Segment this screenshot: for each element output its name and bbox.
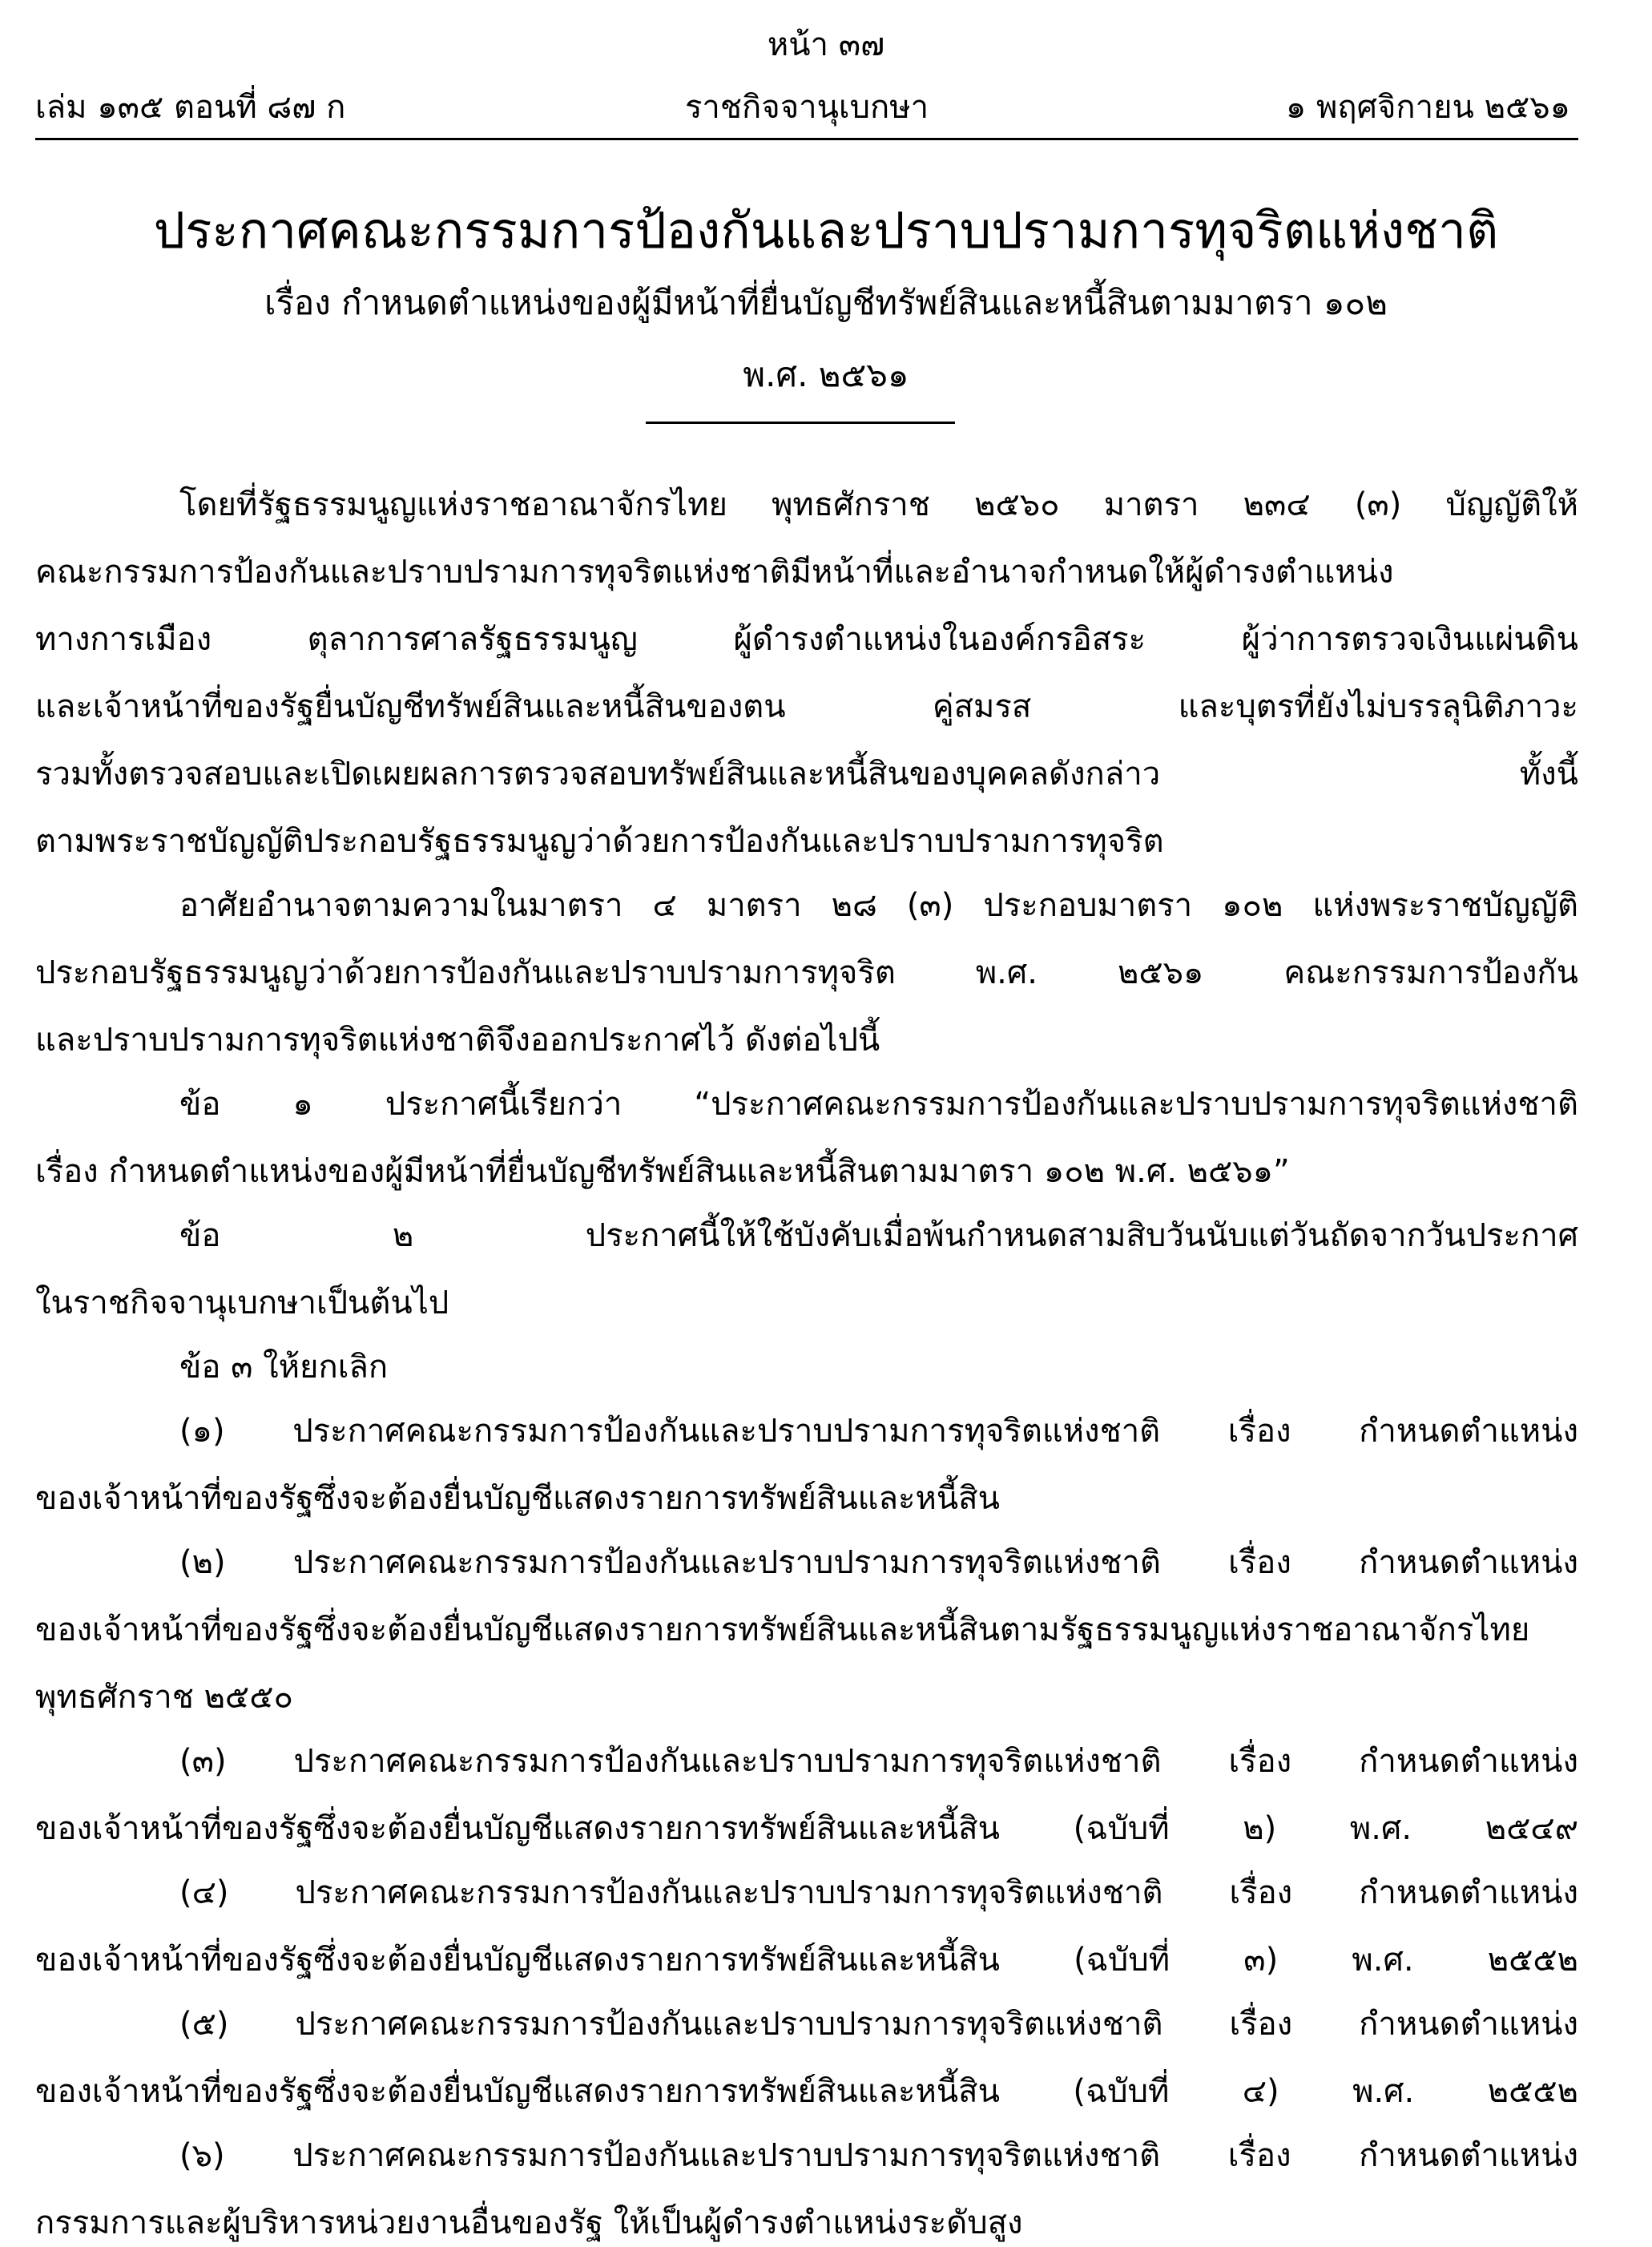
announcement-year: พ.ศ. ๒๕๖๑ [743, 355, 909, 394]
body-line: ตามพระราชบัญญัติประกอบรัฐธรรมนูญว่าด้วยการป้องกันและปราบปรามการทุจริต [35, 823, 1164, 860]
body-line: รวมทั้งตรวจสอบและเปิดเผยผลการตรวจสอบทรัพย์สินและหนี้สินของบุคคลดังกล่าว ทั้งนี้ [35, 756, 1578, 793]
title-divider [646, 422, 955, 424]
gazette-header [35, 85, 1578, 133]
body-line: และเจ้าหน้าที่ของรัฐยื่นบัญชีทรัพย์สินและหนี้สินของตน คู่สมรส และบุตรที่ยังไม่บรรลุนิติภาวะ [35, 688, 1578, 725]
body-line: อาศัยอำนาจตามความในมาตรา ๔ มาตรา ๒๘ (๓) ประกอบมาตรา ๑๐๒ แห่งพระราชบัญญัติ [179, 887, 1578, 924]
body-line: (๓) ประกาศคณะกรรมการป้องกันและปราบปรามการทุจริตแห่งชาติ เรื่อง กำหนดตำแหน่ง [179, 1743, 1578, 1780]
body-line: ของเจ้าหน้าที่ของรัฐซึ่งจะต้องยื่นบัญชีแสดงรายการทรัพย์สินและหนี้สินตามรัฐธรรมนูญแห่งราชอาณาจักรไทย [35, 1612, 1530, 1648]
body-line: ของเจ้าหน้าที่ของรัฐซึ่งจะต้องยื่นบัญชีแสดงรายการทรัพย์สินและหนี้สิน (ฉบับที่ ๓) พ.ศ. ๒๕๕๒ [35, 1942, 1578, 1979]
body-line: (๒) ประกาศคณะกรรมการป้องกันและปราบปรามการทุจริตแห่งชาติ เรื่อง กำหนดตำแหน่ง [179, 1544, 1578, 1581]
body-line: (๕) ประกาศคณะกรรมการป้องกันและปราบปรามการทุจริตแห่งชาติ เรื่อง กำหนดตำแหน่ง [179, 2006, 1578, 2043]
body-line: ประกอบรัฐธรรมนูญว่าด้วยการป้องกันและปราบปรามการทุจริต พ.ศ. ๒๕๖๑ คณะกรรมการป้องกัน [35, 954, 1578, 991]
body-line: พุทธศักราช ๒๕๕๐ [35, 1679, 293, 1716]
header-divider [35, 138, 1578, 140]
body-line: โดยที่รัฐธรรมนูญแห่งราชอาณาจักรไทย พุทธศักราช ๒๕๖๐ มาตรา ๒๓๔ (๓) บัญญัติให้ [179, 486, 1578, 523]
body-line: ในราชกิจจานุเบกษาเป็นต้นไป [35, 1285, 449, 1321]
body-line: ทางการเมือง ตุลาการศาลรัฐธรรมนูญ ผู้ดำรงตำแหน่งในองค์กรอิสระ ผู้ว่าการตรวจเงินแผ่นดิน [35, 621, 1578, 658]
body-line: (๔) ประกาศคณะกรรมการป้องกันและปราบปรามการทุจริตแห่งชาติ เรื่อง กำหนดตำแหน่ง [179, 1874, 1578, 1911]
body-line: คณะกรรมการป้องกันและปราบปรามการทุจริตแห่งชาติมีหน้าที่และอำนาจกำหนดให้ผู้ดำรงตำแหน่ง [35, 554, 1394, 591]
body-line: เรื่อง กำหนดตำแหน่งของผู้มีหน้าที่ยื่นบัญชีทรัพย์สินและหนี้สินตามมาตรา ๑๐๒ พ.ศ. ๒๕๖๑” [35, 1153, 1290, 1190]
body-line: ของเจ้าหน้าที่ของรัฐซึ่งจะต้องยื่นบัญชีแสดงรายการทรัพย์สินและหนี้สิน (ฉบับที่ ๒) พ.ศ. ๒๕๔๙ [35, 1810, 1578, 1847]
announcement-title: ประกาศคณะกรรมการป้องกันและปราบปรามการทุจริตแห่งชาติ [153, 201, 1499, 260]
body-line: (๑) ประกาศคณะกรรมการป้องกันและปราบปรามการทุจริตแห่งชาติ เรื่อง กำหนดตำแหน่ง [179, 1413, 1578, 1450]
body-line: (๖) ประกาศคณะกรรมการป้องกันและปราบปรามการทุจริตแห่งชาติ เรื่อง กำหนดตำแหน่ง [179, 2137, 1578, 2174]
gazette-name: ราชกิจจานุเบกษา [684, 89, 929, 126]
body-line: ข้อ ๓ ให้ยกเลิก [179, 1349, 389, 1386]
body-line: และปราบปรามการทุจริตแห่งชาติจึงออกประกาศไว้ ดังต่อไปนี้ [35, 1022, 880, 1059]
publication-date: ๑ พฤศจิกายน ๒๕๖๑ [1285, 89, 1570, 126]
body-line: ของเจ้าหน้าที่ของรัฐซึ่งจะต้องยื่นบัญชีแสดงรายการทรัพย์สินและหนี้สิน [35, 1480, 1000, 1517]
page-number: หน้า ๓๗ [767, 26, 885, 63]
body-line: ของเจ้าหน้าที่ของรัฐซึ่งจะต้องยื่นบัญชีแสดงรายการทรัพย์สินและหนี้สิน (ฉบับที่ ๔) พ.ศ. ๒๕๕๒ [35, 2073, 1578, 2110]
body-line: ข้อ ๒ ประกาศนี้ให้ใช้บังคับเมื่อพ้นกำหนดสามสิบวันนับแต่วันถัดจากวันประกาศ [179, 1217, 1578, 1254]
announcement-subject: เรื่อง กำหนดตำแหน่งของผู้มีหน้าที่ยื่นบัญชีทรัพย์สินและหนี้สินตามมาตรา ๑๐๒ [264, 283, 1388, 322]
body-line: กรรมการและผู้บริหารหน่วยงานอื่นของรัฐ ให้เป็นผู้ดำรงตำแหน่งระดับสูง [35, 2205, 1023, 2241]
body-line: ข้อ ๑ ประกาศนี้เรียกว่า “ประกาศคณะกรรมการป้องกันและปราบปรามการทุจริตแห่งชาติ [179, 1086, 1578, 1123]
volume-issue: เล่ม ๑๓๕ ตอนที่ ๘๗ ก [35, 89, 346, 126]
